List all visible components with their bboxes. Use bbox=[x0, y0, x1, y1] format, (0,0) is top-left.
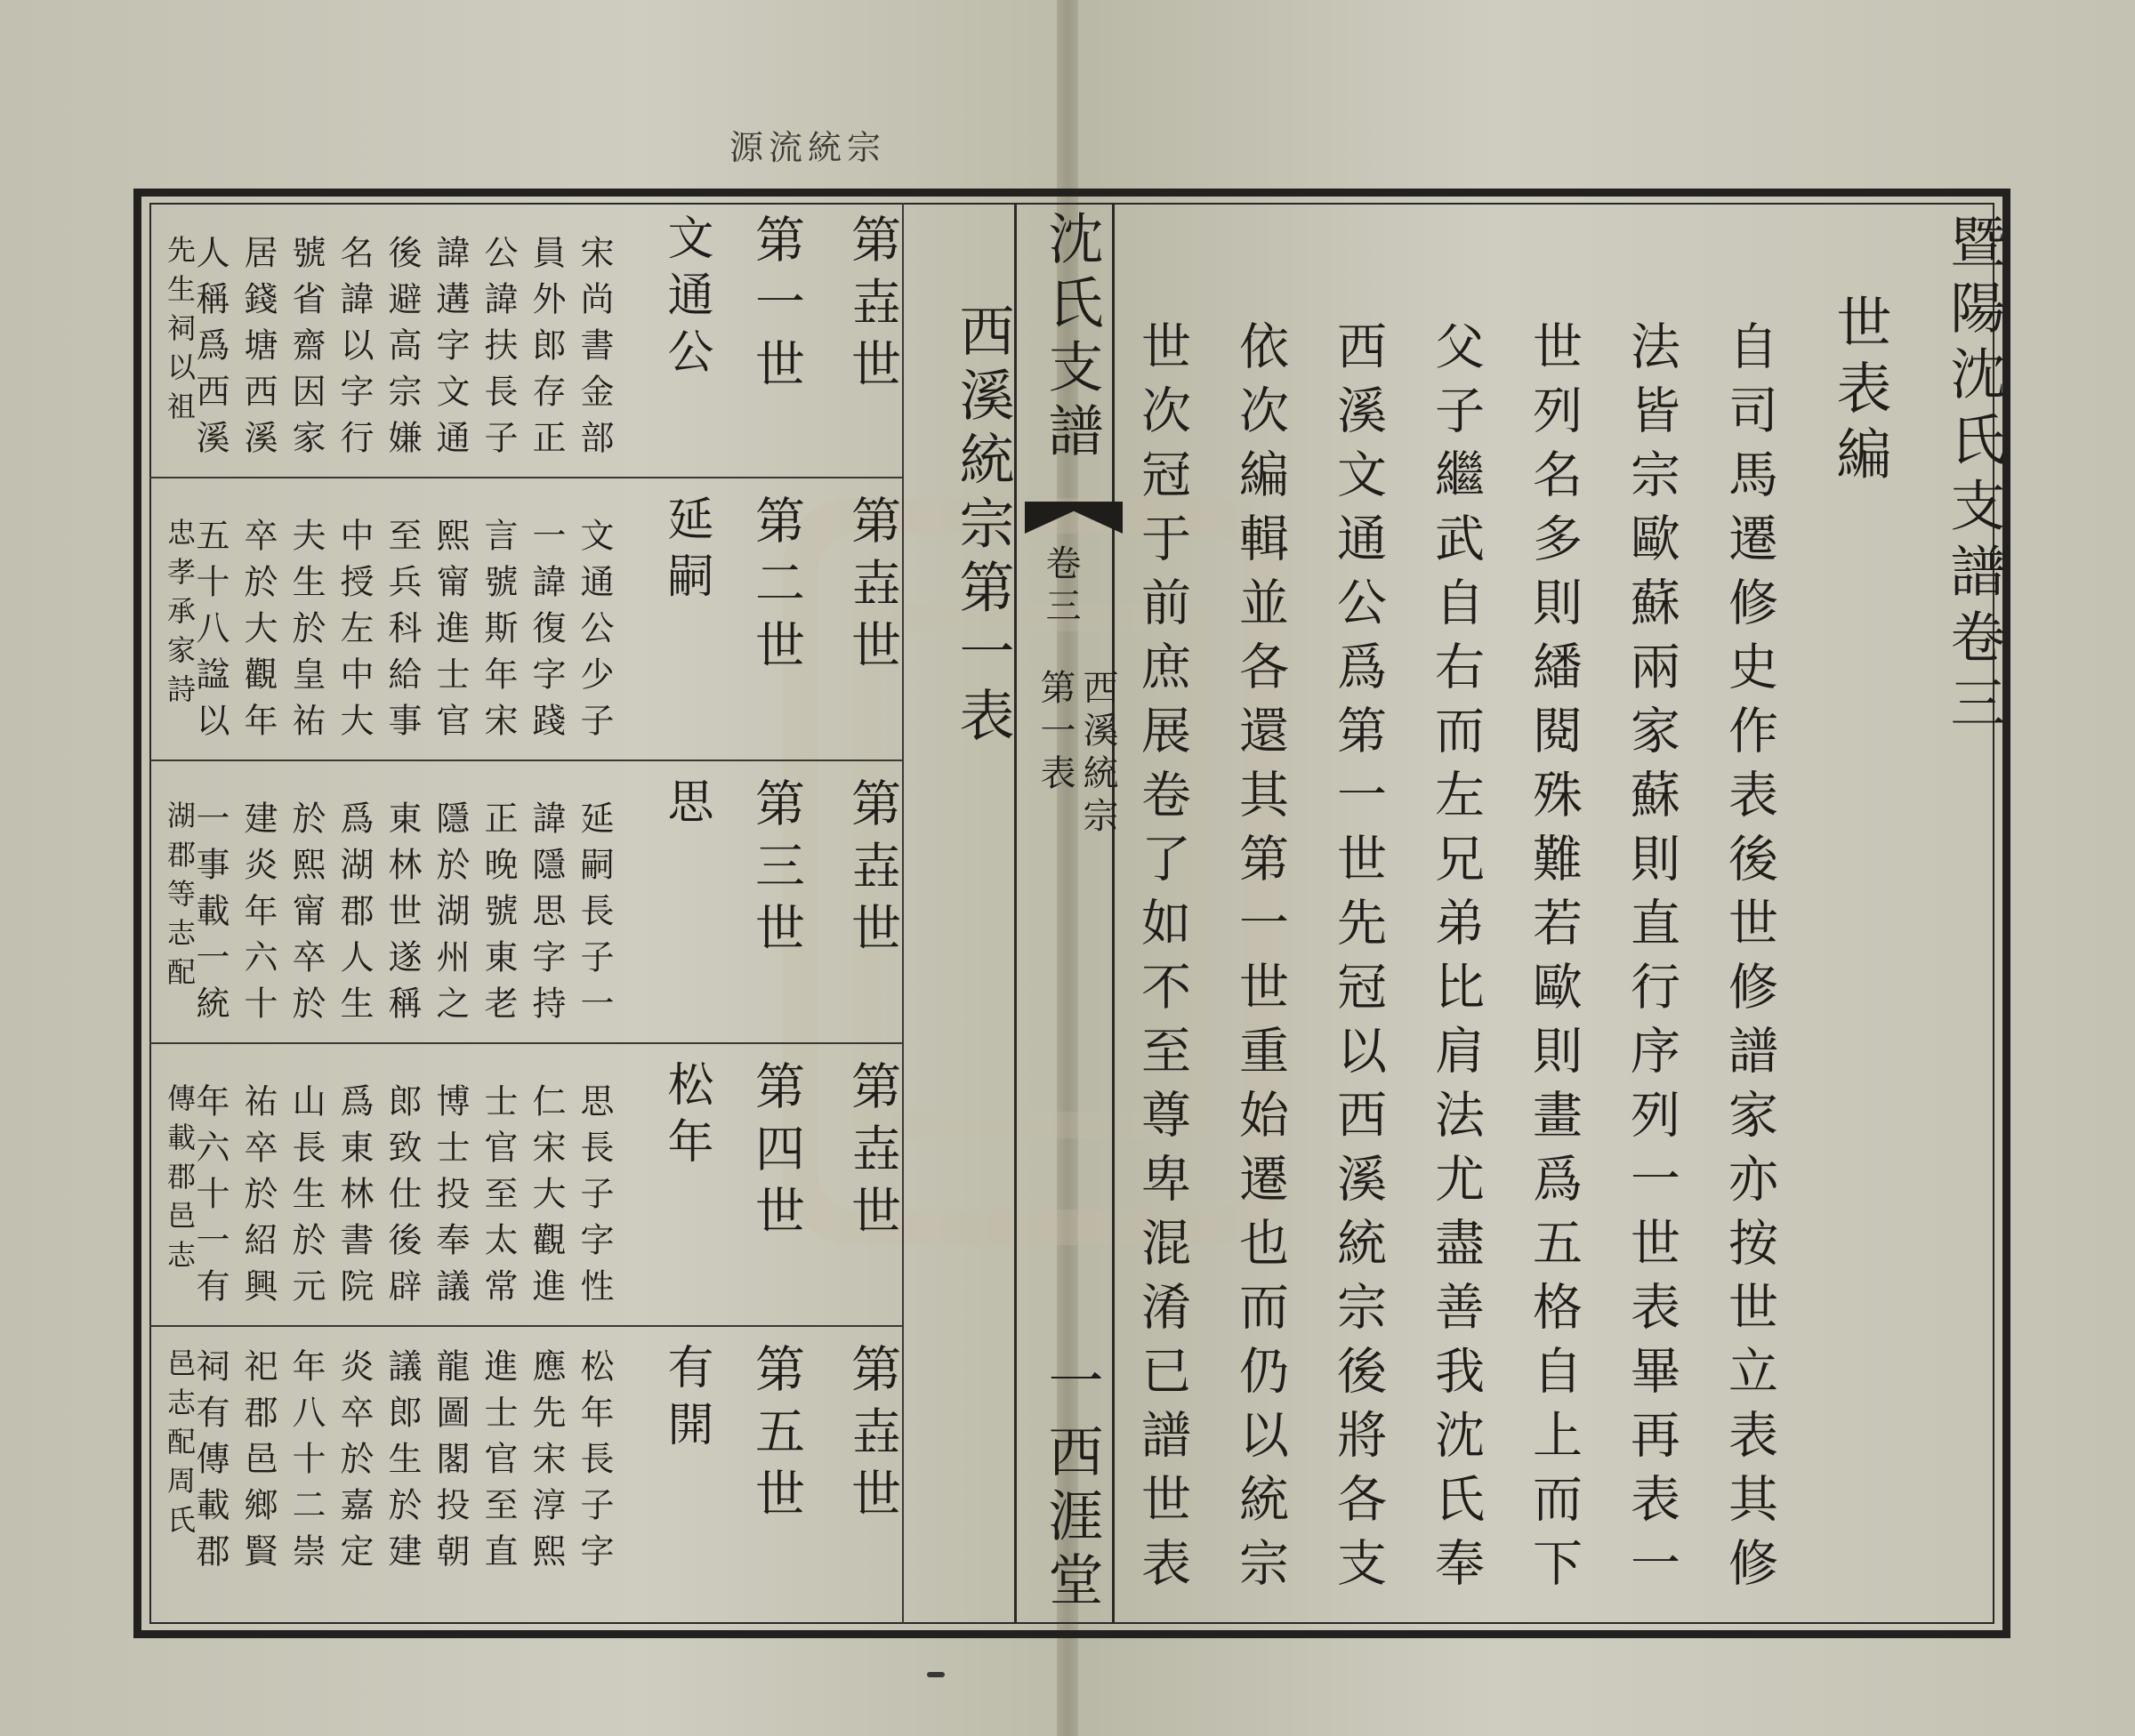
global-generation-1: 第壵世 bbox=[843, 213, 901, 400]
bio-4-line-1: 思長子字性 bbox=[575, 1083, 614, 1314]
bio-2-line-2: 一諱復字踐 bbox=[527, 518, 566, 749]
local-generation-4: 第四世 bbox=[747, 1060, 805, 1247]
global-generation-4: 第壵世 bbox=[843, 1060, 901, 1247]
bio-4-line-2: 仁宋大觀進 bbox=[527, 1083, 566, 1314]
bio-4-line-3: 士官至太常 bbox=[479, 1083, 518, 1314]
global-generation-2: 第壵世 bbox=[843, 494, 901, 681]
book-title: 暨陽沈氏支譜卷三 bbox=[1941, 213, 2006, 740]
bio-1-line-4: 諱遘字文通 bbox=[431, 235, 470, 466]
bio-2-line-5: 至兵科給事 bbox=[383, 518, 422, 749]
bio-2-line-6: 中授左中大 bbox=[334, 518, 374, 749]
intro-column-5: 西溪文通公爲第一世先冠以西溪統宗後將各支 bbox=[1329, 320, 1387, 1601]
person-name-1: 文通公 bbox=[659, 213, 713, 384]
bio-1-line-7: 號省齋因家 bbox=[286, 235, 326, 466]
bio-2-line-4: 熙甯進士官 bbox=[431, 518, 470, 749]
bio-3-line-9: 一事載一統 bbox=[190, 800, 230, 1032]
table-title: 西溪統宗第一表 bbox=[950, 302, 1015, 751]
intro-column-4: 父子繼武自右而左兄弟比肩法尤盡善我沈氏奉 bbox=[1427, 320, 1485, 1601]
bio-3-line-7: 於熙甯卒於 bbox=[286, 800, 326, 1032]
local-generation-3: 第三世 bbox=[747, 777, 805, 964]
row-divider-4 bbox=[149, 1325, 902, 1327]
bio-4-line-6: 爲東林書院 bbox=[334, 1083, 374, 1314]
center-page-no: 一 bbox=[1039, 1352, 1104, 1416]
row-divider-2 bbox=[149, 760, 902, 761]
bio-5-line-3: 進士官至直 bbox=[479, 1348, 518, 1579]
bio-2-line-8: 卒於大觀年 bbox=[238, 518, 278, 749]
center-band-right-line bbox=[1112, 203, 1115, 1624]
bio-3-line-3: 正晚號東老 bbox=[479, 800, 518, 1032]
bio-5-line-2: 應先宋淳熙 bbox=[527, 1348, 566, 1579]
bio-5-line-4: 龍圖閣投朝 bbox=[431, 1348, 470, 1579]
bio-1-line-8: 居錢塘西溪 bbox=[238, 235, 278, 466]
bio-3-line-10: 湖郡等志配 bbox=[163, 800, 197, 996]
center-volume: 卷三 bbox=[1040, 544, 1081, 630]
bio-3-line-5: 東林世遂稱 bbox=[383, 800, 422, 1032]
bio-4-line-8: 祐卒於紹興 bbox=[238, 1083, 278, 1314]
bio-2-line-7: 夫生於皇祐 bbox=[286, 518, 326, 749]
bio-4-line-4: 博士投奉議 bbox=[431, 1083, 470, 1314]
bio-5-line-8: 祀郡邑鄉賢 bbox=[238, 1348, 278, 1579]
center-book-title: 沈氏支譜 bbox=[1039, 210, 1104, 466]
bio-1-line-1: 宋尚書金部 bbox=[575, 235, 614, 466]
bio-1-line-9: 人稱爲西溪 bbox=[190, 235, 230, 466]
person-name-3: 思 bbox=[659, 777, 713, 834]
bio-1-line-6: 名諱以字行 bbox=[334, 235, 374, 466]
local-generation-2: 第二世 bbox=[747, 494, 805, 681]
ink-mark bbox=[927, 1672, 945, 1677]
intro-column-1: 自司馬遷修史作表後世修譜家亦按世立表其修 bbox=[1720, 320, 1778, 1601]
bio-5-line-5: 議郎生於建 bbox=[383, 1348, 422, 1579]
section-title: 世表編 bbox=[1827, 293, 1892, 491]
intro-column-6: 依次編輯並各還其第一世重始遷也而仍以統宗 bbox=[1231, 320, 1289, 1601]
intro-column-2: 法皆宗歐蘇兩家蘇則直行序列一世表畢再表一 bbox=[1623, 320, 1680, 1601]
global-generation-3: 第壵世 bbox=[843, 777, 901, 964]
bio-2-line-3: 言號斯年宋 bbox=[479, 518, 518, 749]
row-divider-1 bbox=[149, 477, 902, 478]
intro-column-3: 世列名多則繙閱殊難若歐則畫爲五格自上而下 bbox=[1525, 320, 1583, 1601]
bio-2-line-9: 五十八諡以 bbox=[190, 518, 230, 749]
center-table-no: 第一表 bbox=[1035, 669, 1076, 797]
person-name-2: 延嗣 bbox=[659, 494, 713, 608]
bio-3-line-8: 建炎年六十 bbox=[238, 800, 278, 1032]
local-generation-1: 第一世 bbox=[747, 213, 805, 400]
bio-1-line-2: 員外郎存正 bbox=[527, 235, 566, 466]
bio-4-line-9: 年六十一有 bbox=[190, 1083, 230, 1314]
bio-1-line-10: 先生祠以祖 bbox=[163, 235, 197, 430]
center-subtitle: 西溪統宗 bbox=[1077, 669, 1118, 840]
running-title: 源流統宗 bbox=[729, 128, 887, 167]
person-name-4: 松年 bbox=[659, 1060, 713, 1174]
bio-2-line-10: 忠孝承家詩 bbox=[163, 518, 197, 713]
bio-5-line-9: 祠有傳載郡 bbox=[190, 1348, 230, 1579]
intro-column-7: 世次冠于前庶展卷了如不至尊卑混淆已譜世表 bbox=[1133, 320, 1191, 1601]
center-hall-name: 西涯堂 bbox=[1039, 1423, 1104, 1615]
row-divider-3 bbox=[149, 1042, 902, 1044]
bio-5-line-6: 炎卒於嘉定 bbox=[334, 1348, 374, 1579]
person-name-5: 有開 bbox=[659, 1343, 713, 1457]
local-generation-5: 第五世 bbox=[747, 1343, 805, 1530]
bio-3-line-6: 爲湖郡人生 bbox=[334, 800, 374, 1032]
global-generation-5: 第壵世 bbox=[843, 1343, 901, 1530]
bio-2-line-1: 文通公少子 bbox=[575, 518, 614, 749]
bio-4-line-5: 郎致仕後辟 bbox=[383, 1083, 422, 1314]
bio-1-line-5: 後避高宗嫌 bbox=[383, 235, 422, 466]
bio-1-line-3: 公諱扶長子 bbox=[479, 235, 518, 466]
bio-5-line-1: 松年長子字 bbox=[575, 1348, 614, 1579]
bio-4-line-10: 傳載郡邑志 bbox=[163, 1083, 197, 1279]
bio-4-line-7: 山長生於元 bbox=[286, 1083, 326, 1314]
bio-5-line-7: 年八十二崇 bbox=[286, 1348, 326, 1579]
bio-3-line-1: 延嗣長子一 bbox=[575, 800, 614, 1032]
bio-5-line-10: 邑志配周氏 bbox=[163, 1348, 197, 1544]
bio-3-line-4: 隱於湖州之 bbox=[431, 800, 470, 1032]
bio-3-line-2: 諱隱思字持 bbox=[527, 800, 566, 1032]
